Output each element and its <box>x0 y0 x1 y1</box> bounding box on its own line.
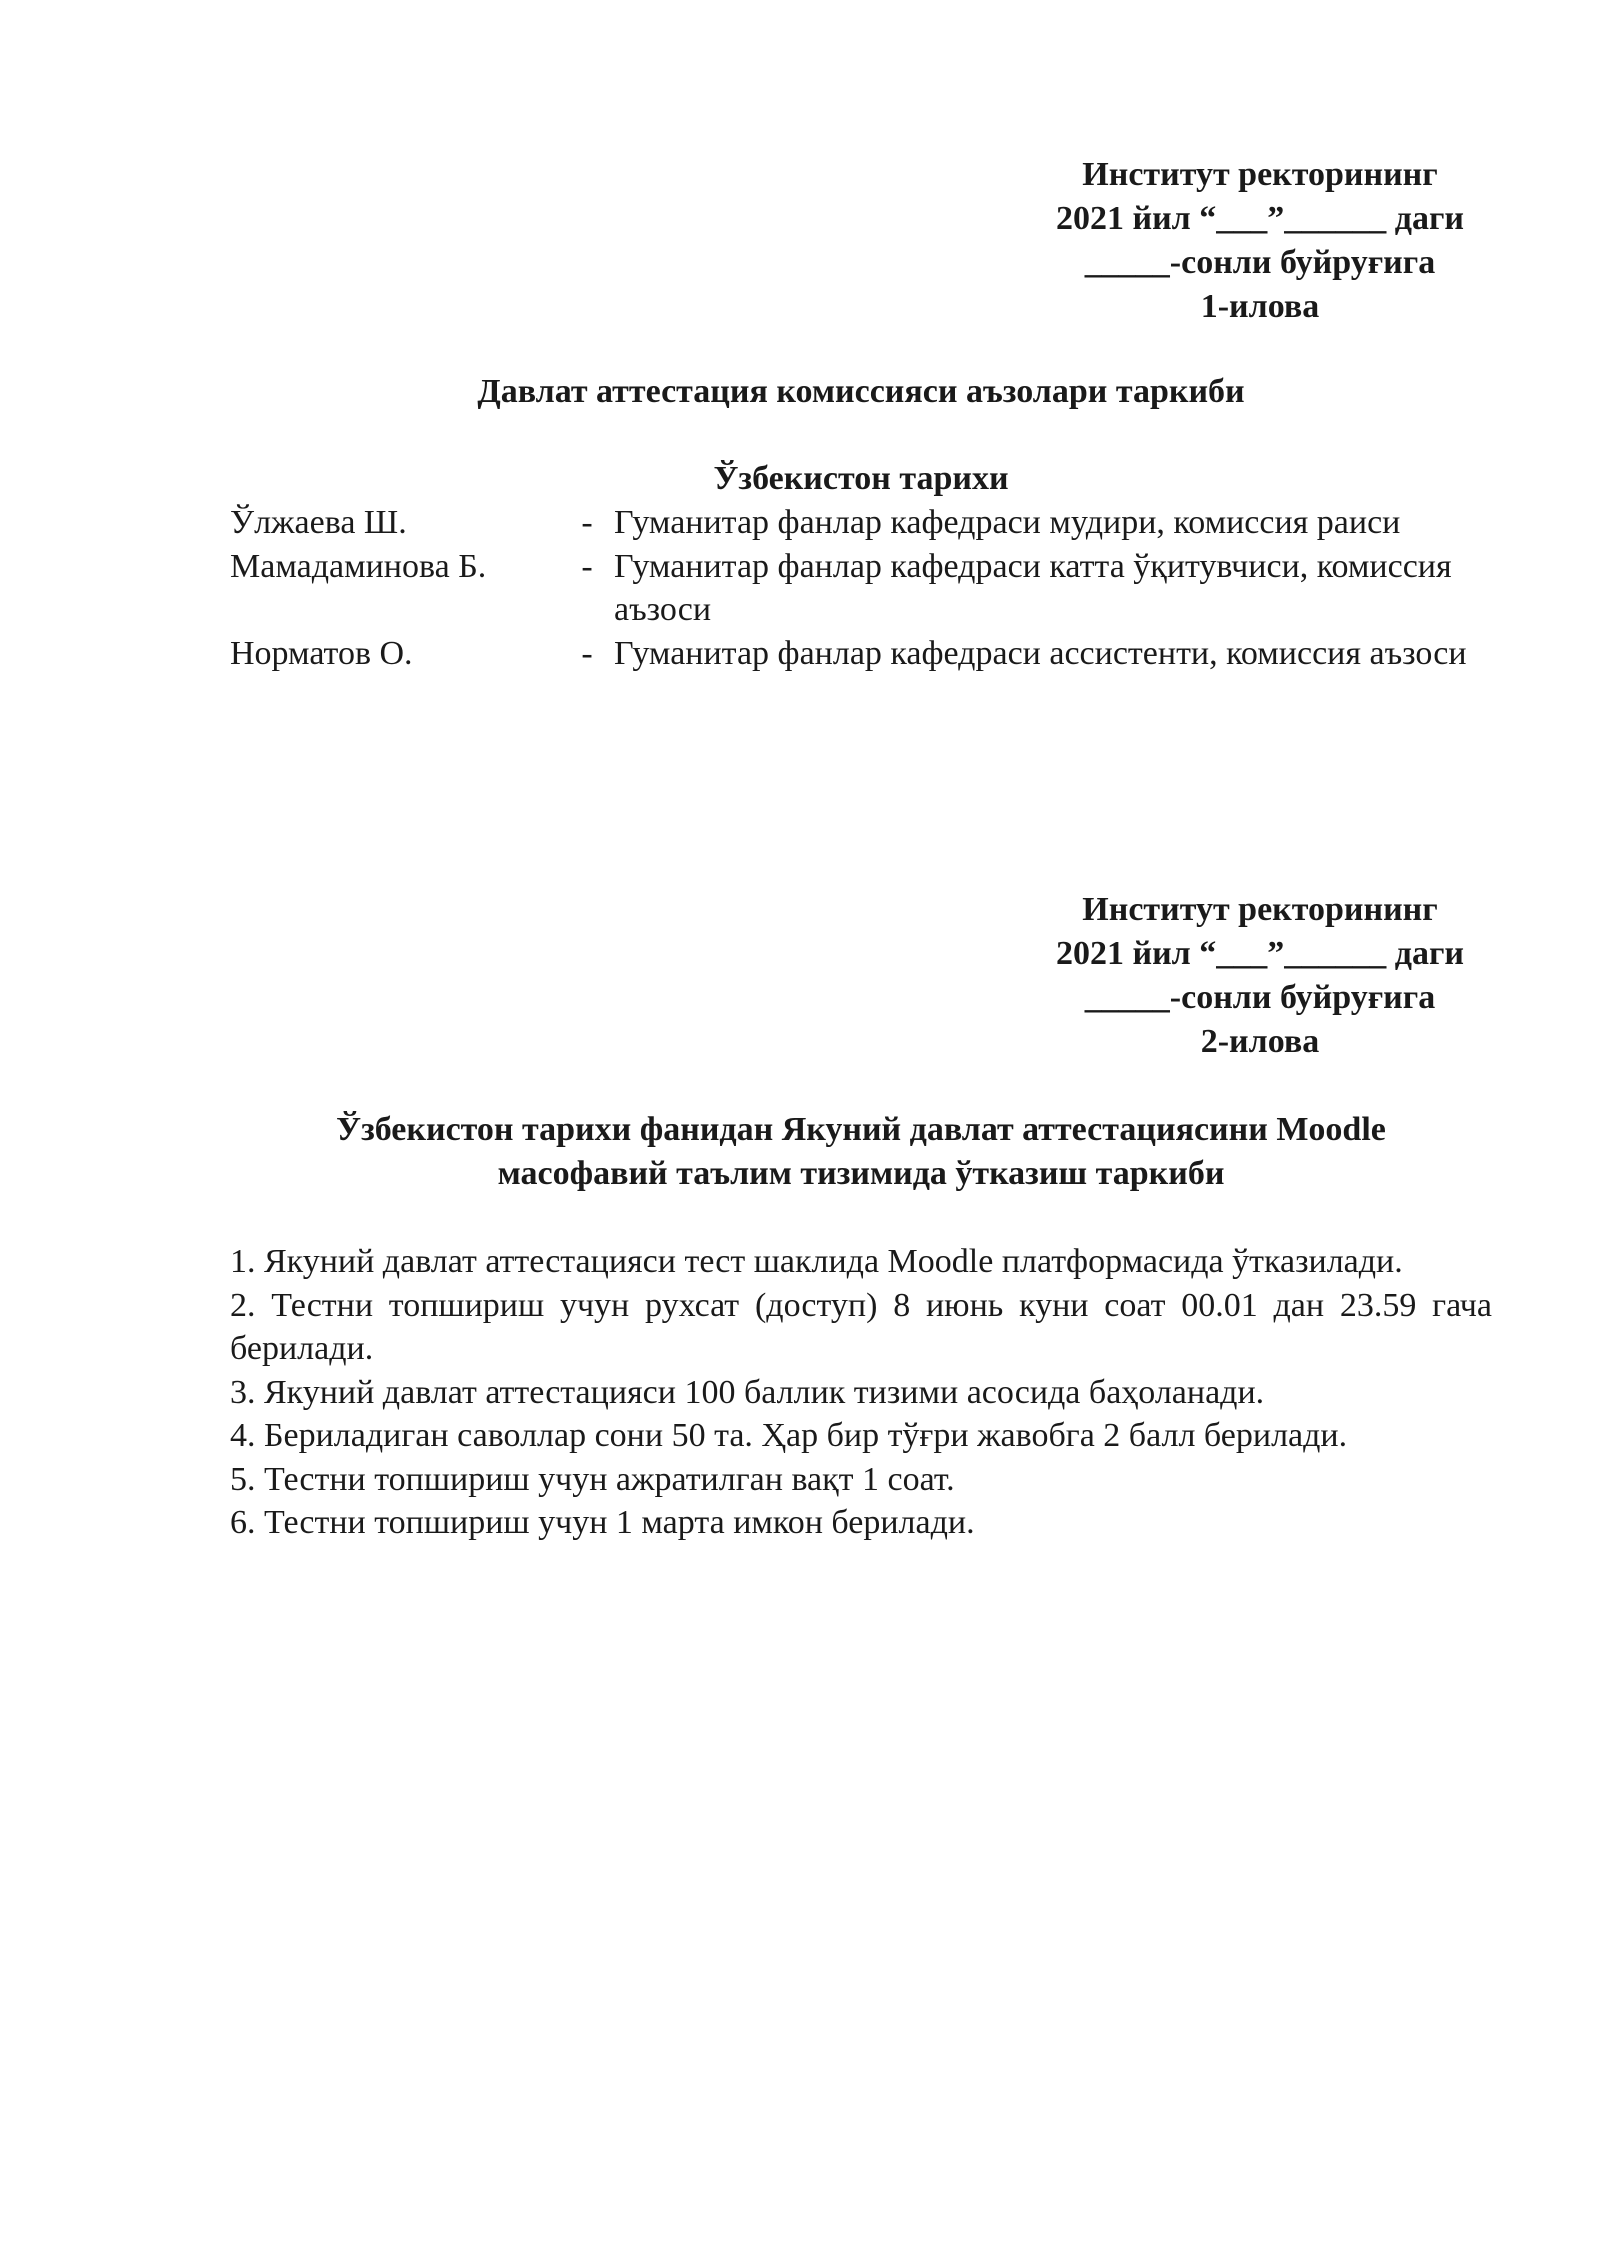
exam-procedure-title-line: Ўзбекистон тарихи фанидан Якуний давлат аттестациясини Moodle <box>336 1111 1386 1148</box>
rule-item: 5. Тестни топшириш учун ажратилган вақт 1 соат. <box>230 1460 955 1498</box>
member-dash: - <box>581 634 593 672</box>
member-name: Норматов О. <box>230 634 413 672</box>
approval-line-order: _____-сонли буйруғига <box>1084 979 1436 1016</box>
rule-item: 4. Бериладиган саволлар сони 50 та. Ҳар бир тўғри жавобга 2 балл берилади. <box>230 1417 1348 1454</box>
rule-item: 6. Тестни топшириш учун 1 марта имкон берилади. <box>230 1504 975 1541</box>
member-row <box>230 632 1492 676</box>
approval-line-order: _____-сонли буйруғига <box>1084 244 1436 281</box>
member-row <box>230 545 1492 632</box>
member-dash: - <box>581 547 593 585</box>
member-role: Гуманитар фанлар кафедраси мудири, комиссия раиси <box>614 504 1401 541</box>
rule-item: 2. Тестни топшириш учун рухсат (доступ) 8 июнь куни соат 00.01 дан 23.59 гача берилади. <box>230 1286 1492 1367</box>
member-row <box>230 501 1492 545</box>
exam-rules-list <box>230 1240 1492 1545</box>
member-dash: - <box>581 504 593 541</box>
exam-procedure-title-line: масофавий таълим тизимида ўтказиш таркиби <box>497 1155 1225 1192</box>
approval-line-appendix: 1-илова <box>1200 288 1320 325</box>
member-name: Ўлжаева Ш. <box>230 504 407 541</box>
approval-block-2 <box>1010 888 1510 1064</box>
rule-item: 1. Якуний давлат аттестацияси тест шаклида Moodle платформасида ўтказилади. <box>230 1243 1403 1280</box>
rule-item: 3. Якуний давлат аттестацияси 100 баллик тизими асосида баҳоланади. <box>230 1373 1265 1411</box>
commission-members-list <box>230 501 1492 675</box>
commission-title: Давлат аттестация комиссияси аъзолари таркиби <box>477 373 1245 410</box>
approval-line-date: 2021 йил “___”______ даги <box>1056 200 1464 237</box>
member-role: Гуманитар фанлар кафедраси ассистенти, комиссия аъзоси <box>614 634 1467 672</box>
exam-procedure-title <box>230 1108 1492 1196</box>
approval-line-institute: Институт ректорининг <box>1082 156 1438 193</box>
member-role: Гуманитар фанлар кафедраси катта ўқитувчиси, комиссия аъзоси <box>614 547 1452 628</box>
member-name: Мамадаминова Б. <box>230 547 487 585</box>
approval-line-date: 2021 йил “___”______ даги <box>1056 935 1464 972</box>
approval-line-appendix: 2-илова <box>1200 1023 1320 1060</box>
approval-block-1 <box>1010 153 1510 329</box>
approval-line-institute: Институт ректорининг <box>1082 891 1438 928</box>
subject-title: Ўзбекистон тарихи <box>713 460 1009 497</box>
